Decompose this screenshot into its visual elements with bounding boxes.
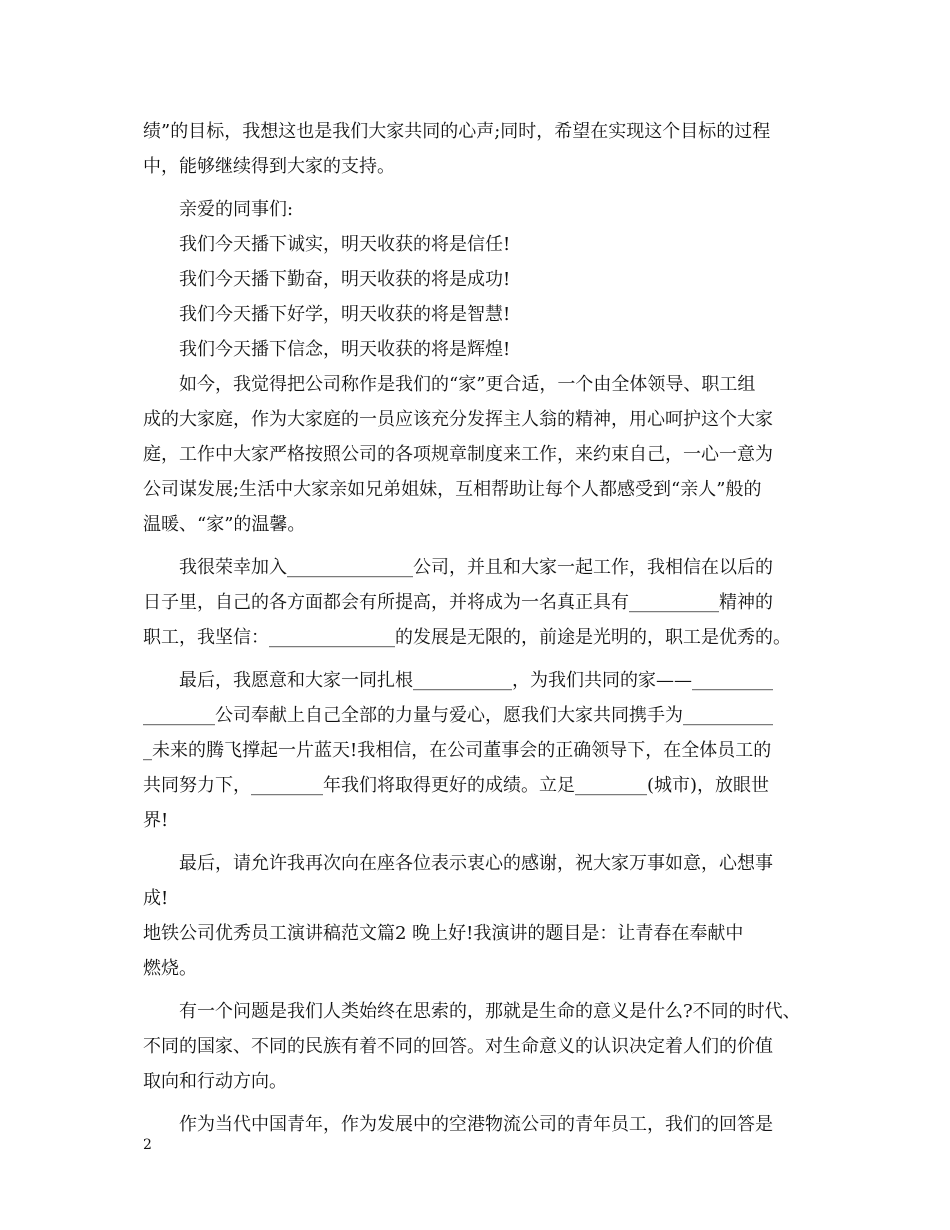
paragraph-gap bbox=[143, 1099, 813, 1107]
text-line: 绩”的目标，我想这也是我们大家共同的心声;同时，希望在实现这个目标的过程 bbox=[143, 121, 771, 142]
page-number: 2 bbox=[143, 1137, 152, 1153]
paragraph-gap bbox=[143, 542, 813, 550]
paragraph-gap bbox=[143, 184, 813, 192]
text-line: 成的大家庭，作为大家庭的一员应该充分发挥主人翁的精神，用心呵护这个大家 bbox=[143, 409, 773, 430]
text-line: 共同努力下，________年我们将取得更好的成绩。立足________(城市)，放眼世 bbox=[143, 775, 770, 796]
text-line: 有一个问题是我们人类始终在思索的，那就是生命的意义是什么?不同的时代、 bbox=[179, 1001, 801, 1022]
text-line: 中，能够继续得到大家的支持。 bbox=[143, 156, 395, 177]
text-line: 我们今天播下诚实，明天收获的将是信任! bbox=[179, 234, 511, 255]
paragraph-gap bbox=[143, 655, 813, 663]
text-line: 成! bbox=[143, 888, 169, 909]
text-line: 如今，我觉得把公司称作是我们的“家”更合适，一个由全体领导、职工组 bbox=[179, 374, 756, 395]
text-line: 温暖、“家”的温馨。 bbox=[143, 514, 306, 535]
text-line: ________公司奉献上自己全部的力量与爱心，愿我们大家共同携手为__________ bbox=[143, 705, 773, 726]
text-line: 亲爱的同事们: bbox=[179, 199, 294, 220]
text-line: 庭，工作中大家严格按照公司的各项规章制度来工作，来约束自己，一心一意为 bbox=[143, 444, 773, 465]
text-line: 燃烧。 bbox=[143, 958, 197, 979]
text-line: 取向和行动方向。 bbox=[143, 1071, 287, 1092]
text-line: 作为当代中国青年，作为发展中的空港物流公司的青年员工，我们的回答是 bbox=[179, 1114, 773, 1135]
text-line: _未来的腾飞撑起一片蓝天!我相信，在公司董事会的正确领导下，在全体员工的 bbox=[143, 740, 772, 761]
text-line: 最后，请允许我再次向在座各位表示衷心的感谢，祝大家万事如意，心想事 bbox=[179, 853, 773, 874]
text-line: 我们今天播下信念，明天收获的将是辉煌! bbox=[179, 339, 511, 360]
text-line: 公司谋发展;生活中大家亲如兄弟姐妹，互相帮助让每个人都感受到“亲人”般的 bbox=[143, 479, 762, 500]
paragraph-gap bbox=[143, 986, 813, 994]
text-line: 我们今天播下好学，明天收获的将是智慧! bbox=[179, 304, 511, 325]
document-body bbox=[143, 114, 813, 1142]
text-line: 日子里，自己的各方面都会有所提高，并将成为一名真正具有__________精神的 bbox=[143, 592, 773, 613]
text-line: 职工，我坚信：______________的发展是无限的，前途是光明的，职工是优秀的。 bbox=[143, 627, 791, 648]
text-line: 地铁公司优秀员工演讲稿范文篇2 晚上好!我演讲的题目是：让青春在奉献中 bbox=[143, 923, 744, 944]
text-line: 我很荣幸加入______________公司，并且和大家一起工作，我相信在以后的 bbox=[179, 557, 773, 578]
text-line: 不同的国家、不同的民族有着不同的回答。对生命意义的认识决定着人们的价值 bbox=[143, 1036, 773, 1057]
paragraph-gap bbox=[143, 838, 813, 846]
text-line: 最后，我愿意和大家一同扎根___________，为我们共同的家——_________ bbox=[179, 670, 773, 691]
text-line: 界! bbox=[143, 810, 169, 831]
text-line: 我们今天播下勤奋，明天收获的将是成功! bbox=[179, 269, 511, 290]
